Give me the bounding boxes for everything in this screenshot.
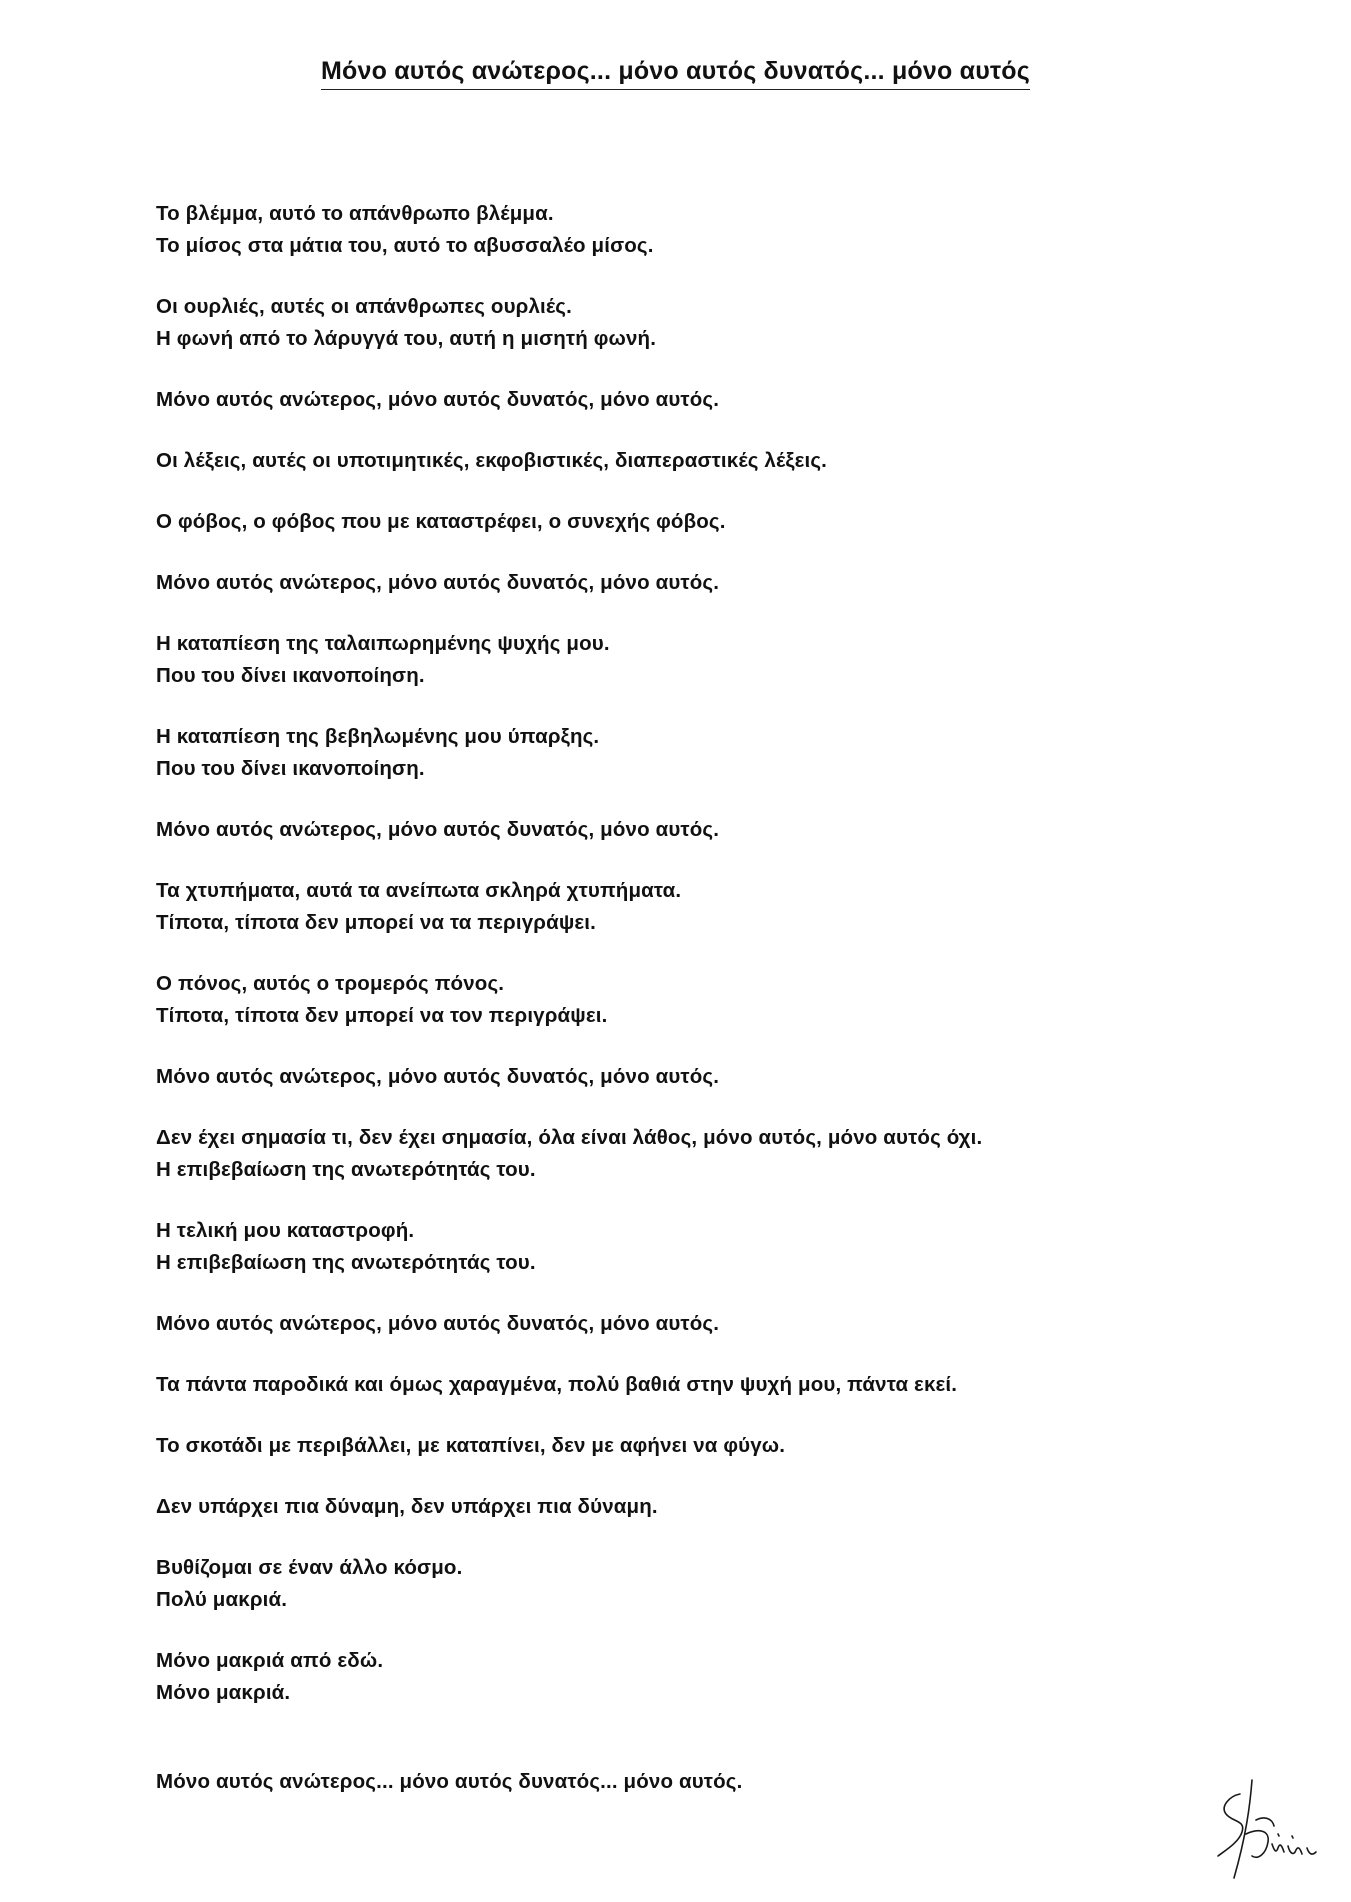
stanza xyxy=(156,1645,1196,1709)
stanza xyxy=(156,1061,1196,1093)
stanza xyxy=(156,506,1196,538)
poem-line: Τα πάντα παροδικά και όμως χαραγμένα, πολύ βαθιά στην ψυχή μου, πάντα εκεί. xyxy=(156,1373,958,1396)
stanza xyxy=(156,1308,1196,1340)
poem-line: Βυθίζομαι σε έναν άλλο κόσμο. xyxy=(156,1556,463,1579)
poem-line: Οι λέξεις, αυτές οι υποτιμητικές, εκφοβιστικές, διαπεραστικές λέξεις. xyxy=(156,449,828,472)
stanza xyxy=(156,291,1196,355)
poem-line: Το μίσος στα μάτια του, αυτό το αβυσσαλέο μίσος. xyxy=(156,234,654,257)
poem-line: Μόνο αυτός ανώτερος, μόνο αυτός δυνατός, μόνο αυτός. xyxy=(156,818,720,841)
stanza xyxy=(156,1491,1196,1523)
poem-line: Τίποτα, τίποτα δεν μπορεί να τα περιγράψει. xyxy=(156,911,596,934)
poem-line: Η επιβεβαίωση της ανωτερότητάς του. xyxy=(156,1158,536,1181)
poem-line: Μόνο αυτός ανώτερος, μόνο αυτός δυνατός, μόνο αυτός. xyxy=(156,1065,720,1088)
poem-line: Δεν έχει σημασία τι, δεν έχει σημασία, όλα είναι λάθος, μόνο αυτός, μόνο αυτός όχι. xyxy=(156,1126,983,1149)
stanza xyxy=(156,1430,1196,1462)
poem-body xyxy=(156,198,1196,1827)
poem-line: Η φωνή από το λάρυγγά του, αυτή η μισητή φωνή. xyxy=(156,327,657,350)
poem-line: Η καταπίεση της ταλαιπωρημένης ψυχής μου. xyxy=(156,632,610,655)
poem-line: Που του δίνει ικανοποίηση. xyxy=(156,757,425,780)
poem-line: Τα χτυπήματα, αυτά τα ανείπωτα σκληρά χτυπήματα. xyxy=(156,879,682,902)
final-line: Μόνο αυτός ανώτερος... μόνο αυτός δυνατός... μόνο αυτός. xyxy=(156,1770,743,1793)
poem-line: Ο πόνος, αυτός ο τρομερός πόνος. xyxy=(156,972,505,995)
poem-line: Που του δίνει ικανοποίηση. xyxy=(156,664,425,687)
poem-line: Η επιβεβαίωση της ανωτερότητάς του. xyxy=(156,1251,536,1274)
poem-line: Μόνο αυτός ανώτερος, μόνο αυτός δυνατός, μόνο αυτός. xyxy=(156,388,720,411)
stanza xyxy=(156,445,1196,477)
stanza xyxy=(156,628,1196,692)
poem-line: Η καταπίεση της βεβηλωμένης μου ύπαρξης. xyxy=(156,725,600,748)
stanza xyxy=(156,968,1196,1032)
stanza xyxy=(156,1369,1196,1401)
poem-line: Το βλέμμα, αυτό το απάνθρωπο βλέμμα. xyxy=(156,202,554,225)
final-stanza xyxy=(156,1766,1196,1798)
poem-line: Δεν υπάρχει πια δύναμη, δεν υπάρχει πια δύναμη. xyxy=(156,1495,658,1518)
stanza xyxy=(156,384,1196,416)
stanza xyxy=(156,1552,1196,1616)
handwritten-signature-icon xyxy=(1212,1776,1332,1886)
poem-line: Μόνο αυτός ανώτερος, μόνο αυτός δυνατός, μόνο αυτός. xyxy=(156,571,720,594)
poem-line: Πολύ μακριά. xyxy=(156,1588,288,1611)
stanza xyxy=(156,1122,1196,1186)
stanza xyxy=(156,567,1196,599)
stanza xyxy=(156,721,1196,785)
poem-line: Μόνο μακριά. xyxy=(156,1681,291,1704)
stanza xyxy=(156,814,1196,846)
stanza xyxy=(156,1215,1196,1279)
poem-line: Μόνο μακριά από εδώ. xyxy=(156,1649,384,1672)
stanza xyxy=(156,198,1196,262)
stanza xyxy=(156,875,1196,939)
title-container xyxy=(0,56,1351,90)
poem-line: Μόνο αυτός ανώτερος, μόνο αυτός δυνατός, μόνο αυτός. xyxy=(156,1312,720,1335)
document-title: Μόνο αυτός ανώτερος... μόνο αυτός δυνατός... μόνο αυτός xyxy=(321,56,1030,90)
poem-line: Τίποτα, τίποτα δεν μπορεί να τον περιγράψει. xyxy=(156,1004,608,1027)
poem-line: Η τελική μου καταστροφή. xyxy=(156,1219,415,1242)
poem-line: Ο φόβος, ο φόβος που με καταστρέφει, ο συνεχής φόβος. xyxy=(156,510,726,533)
poem-line: Το σκοτάδι με περιβάλλει, με καταπίνει, δεν με αφήνει να φύγω. xyxy=(156,1434,786,1457)
poem-line: Οι ουρλιές, αυτές οι απάνθρωπες ουρλιές. xyxy=(156,295,572,318)
